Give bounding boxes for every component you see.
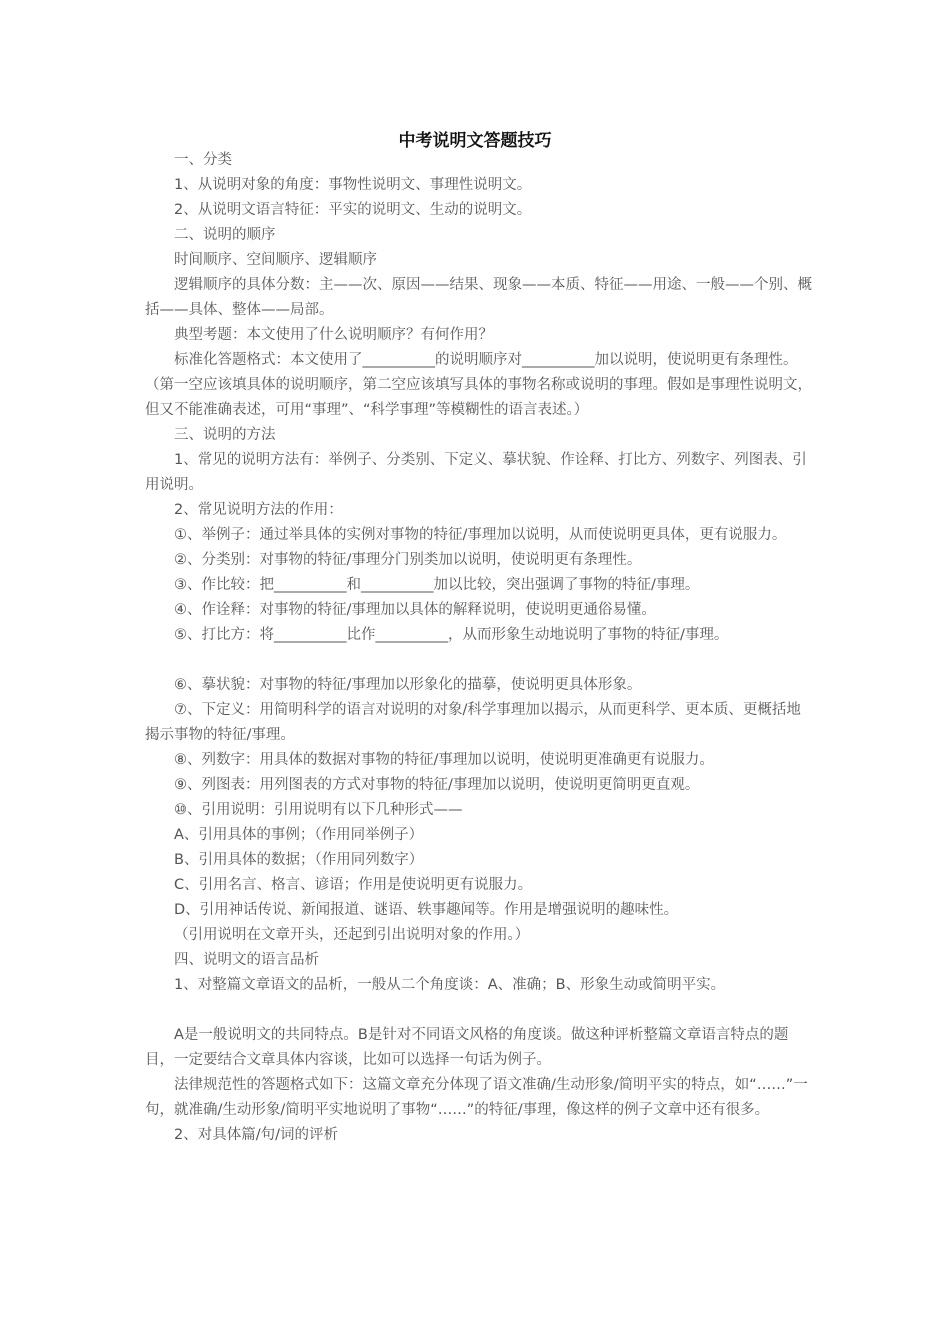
blank-line xyxy=(145,648,813,673)
paragraph: ②、分类别：对事物的特征/事理分门别类加以说明，使说明更有条理性。 xyxy=(174,552,642,568)
heading-order: 二、说明的顺序 xyxy=(174,227,276,243)
paragraph: （引用说明在文章开头，还起到引出说明对象的作用。） xyxy=(174,927,530,943)
paragraph: ⑥、摹状貌：对事物的特征/事理加以形象化的描摹，使说明更具体形象。 xyxy=(174,677,642,693)
paragraph: ①、举例子：通过举具体的实例对事物的特征/事理加以说明，从而使说明更具体，更有说服力。 xyxy=(174,527,787,543)
paragraph: C、引用名言、格言、谚语；作用是使说明更有说服力。 xyxy=(174,877,533,893)
paragraph: ⑧、列数字：用具体的数据对事物的特征/事理加以说明，使说明更准确更有说服力。 xyxy=(174,752,714,768)
paragraph: 标准化答题格式：本文使用了__________的说明顺序对__________加以说明，使说明更有条理性。（第一空应该填具体的说明顺序，第二空应该填写具体的事物名称或说明的事理。假如是事理性说明文，但又不能准确表述，可用“事理”、“科学事理”等模糊性的语言表述。） xyxy=(145,352,812,418)
paragraph: 典型考题：本文使用了什么说明顺序？有何作用？ xyxy=(174,327,493,343)
paragraph: B、引用具体的数据；（作用同列数字） xyxy=(174,852,424,868)
paragraph: 2、对具体篇/句/词的评析 xyxy=(174,1127,338,1143)
heading-classification: 一、分类 xyxy=(174,152,232,168)
paragraph: 1、对整篇文章语文的品析，一般从二个角度谈：A、准确；B、形象生动或简明平实。 xyxy=(174,977,726,993)
paragraph: ③、作比较：把__________和__________加以比较，突出强调了事物的特征/事理。 xyxy=(174,577,700,593)
paragraph: 1、从说明对象的角度：事物性说明文、事理性说明文。 xyxy=(174,177,532,193)
paragraph: 2、常见说明方法的作用： xyxy=(174,502,343,518)
paragraph: ⑦、下定义：用简明科学的语言对说明的对象/科学事理加以揭示，从而更科学、更本质、更概括地揭示事物的特征/事理。 xyxy=(145,702,801,743)
paragraph: 时间顺序、空间顺序、逻辑顺序 xyxy=(174,252,377,268)
paragraph: ④、作诠释：对事物的特征/事理加以具体的解释说明，使说明更通俗易懂。 xyxy=(174,602,656,618)
heading-methods: 三、说明的方法 xyxy=(174,427,276,443)
paragraph: 2、从说明文语言特征：平实的说明文、生动的说明文。 xyxy=(174,202,532,218)
heading-language: 四、说明文的语言品析 xyxy=(174,952,319,968)
document-body xyxy=(145,148,813,1148)
paragraph: 法律规范性的答题格式如下：这篇文章充分体现了语文准确/生动形象/简明平实的特点，如“……”一句，就准确/生动形象/简明平实地说明了事物“……”的特征/事理，像这样的例子文章中还有很多。 xyxy=(145,1077,808,1118)
paragraph: 1、常见的说明方法有：举例子、分类别、下定义、摹状貌、作诠释、打比方、列数字、列图表、引用说明。 xyxy=(145,452,807,493)
paragraph: ⑤、打比方：将__________比作__________，从而形象生动地说明了事物的特征/事理。 xyxy=(174,627,729,643)
paragraph: D、引用神话传说、新闻报道、谜语、轶事趣闻等。作用是增强说明的趣味性。 xyxy=(174,902,679,918)
paragraph: 逻辑顺序的具体分数：主——次、原因——结果、现象——本质、特征——用途、一般——个别、概括——具体、整体——局部。 xyxy=(145,277,812,318)
paragraph: A、引用具体的事例；（作用同举例子） xyxy=(174,827,424,843)
paragraph: ⑨、列图表：用列图表的方式对事物的特征/事理加以说明，使说明更简明更直观。 xyxy=(174,777,700,793)
paragraph: A是一般说明文的共同特点。B是针对不同语文风格的角度谈。做这种评析整篇文章语言特点的题目，一定要结合文章具体内容谈，比如可以选择一句话为例子。 xyxy=(145,1027,789,1068)
document-title: 中考说明文答题技巧 xyxy=(398,131,552,151)
blank-line xyxy=(145,998,813,1023)
paragraph: ⑩、引用说明：引用说明有以下几种形式—— xyxy=(174,802,463,818)
